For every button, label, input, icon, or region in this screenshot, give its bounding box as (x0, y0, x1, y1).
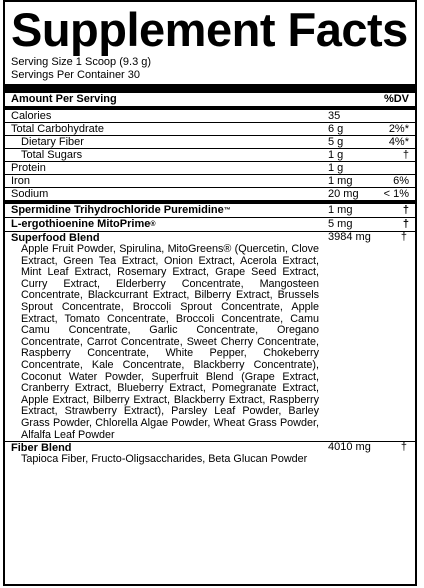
fiber-blend-ingredients: Tapioca Fiber, Fructo-Oligsaccharides, Beta Glucan Powder (21, 453, 308, 466)
panel-title: Supplement Facts (11, 3, 408, 56)
superfood-blend-title: Superfood Blend (11, 232, 100, 244)
nutrient-row-total-sugars (5, 149, 415, 162)
ingredient-dv: † (402, 204, 409, 216)
superfood-blend-ingredients: Apple Fruit Powder, Spirulina, MitoGreens® (Quercetin, Clove Extract, Green Tea Extract, Onion Extract, Acerola Extract, Mint Leaf Extract, Rosemary Extract, Grape Seed Extract, Curry Extract, Elderberry Concentrate, Mangosteen Concentrate, Blackcurrant Extract, Bilberry Extract, Brussels Sprout Concentrate, Broccoli Sprout Concentrate, Apple Extract, Tomato Concentrate, Broccoli Concentrate, Camu Camu Concentrate, Garlic Concentrate, Oregano Concentrate, Carrot Concentrate, Sweet Cherry Concentrate, Raspberry Concentrate, White Pepper, Chokeberry Concentrate, Kale Concentrate, Blackberry Concentrate), Coconut Water Powder, Superfruit Blend (Grape Extract, Cranberry Extract, Blueberry Extract, Pomegranate Extract, Apple Extract, Bilberry Extract, Blackberry Extract, Raspberry Extract, Strawberry Extract), Parsley Leaf Powder, Barley Grass Powder, Chlorella Algae Powder, Wheat Grass Powder, Alfalfa Leaf Powder (21, 243, 319, 441)
table-header (5, 93, 415, 110)
nutrient-dv: † (402, 149, 409, 161)
ingredient-amount: 5 mg (328, 218, 353, 230)
fiber-blend-dv: † (400, 441, 407, 454)
nutrient-dv: 4%* (388, 136, 409, 148)
nutrient-name: Dietary Fiber (21, 136, 84, 148)
nutrient-name: Total Carbohydrate (11, 123, 104, 135)
ingredient-amount: 1 mg (328, 204, 353, 216)
nutrient-row-total-carbohydrate (5, 123, 415, 136)
superfood-blend-dv: † (400, 231, 407, 243)
supplement-facts-panel (3, 0, 417, 586)
nutrient-amount: 1 g (328, 162, 344, 174)
nutrient-name: Calories (11, 110, 52, 122)
nutrient-dv: 2%* (388, 123, 409, 135)
nutrient-amount: 1 mg (328, 175, 353, 187)
amount-per-serving-header: Amount Per Serving (11, 93, 117, 105)
ingredient-dv: † (402, 218, 409, 230)
nutrient-row-calories (5, 110, 415, 123)
superfood-blend (5, 232, 415, 442)
nutrient-dv: < 1% (383, 188, 409, 200)
nutrient-amount: 6 g (328, 123, 344, 135)
ingredient-name: L-ergothioenine MitoPrime® (11, 218, 156, 230)
nutrient-amount: 35 (328, 110, 341, 122)
nutrient-row-sodium (5, 188, 415, 200)
thick-divider (5, 84, 415, 93)
fiber-blend (5, 442, 415, 466)
fiber-blend-amount: 4010 mg (328, 441, 371, 454)
superfood-blend-amount: 3984 mg (328, 231, 371, 243)
special-row-spermidine (5, 204, 415, 218)
nutrient-amount: 1 g (328, 149, 344, 161)
nutrient-row-iron (5, 175, 415, 188)
nutrient-name: Protein (11, 162, 46, 174)
ingredient-name: Spermidine Trihydrochloride Puremidine™ (11, 204, 231, 216)
nutrient-name: Total Sugars (21, 149, 83, 161)
fiber-blend-title: Fiber Blend (11, 442, 72, 455)
serving-size: Serving Size 1 Scoop (9.3 g) (11, 56, 152, 68)
dv-header: %DV (383, 93, 409, 105)
special-row-ergothioneine (5, 218, 415, 232)
nutrient-name: Iron (11, 175, 30, 187)
nutrient-amount: 20 mg (328, 188, 359, 200)
nutrient-dv: 6% (393, 175, 409, 187)
nutrient-row-protein (5, 162, 415, 175)
servings-per-container: Servings Per Container 30 (11, 69, 141, 81)
nutrient-name: Sodium (11, 188, 49, 200)
nutrient-amount: 5 g (328, 136, 344, 148)
nutrient-row-dietary-fiber (5, 136, 415, 149)
